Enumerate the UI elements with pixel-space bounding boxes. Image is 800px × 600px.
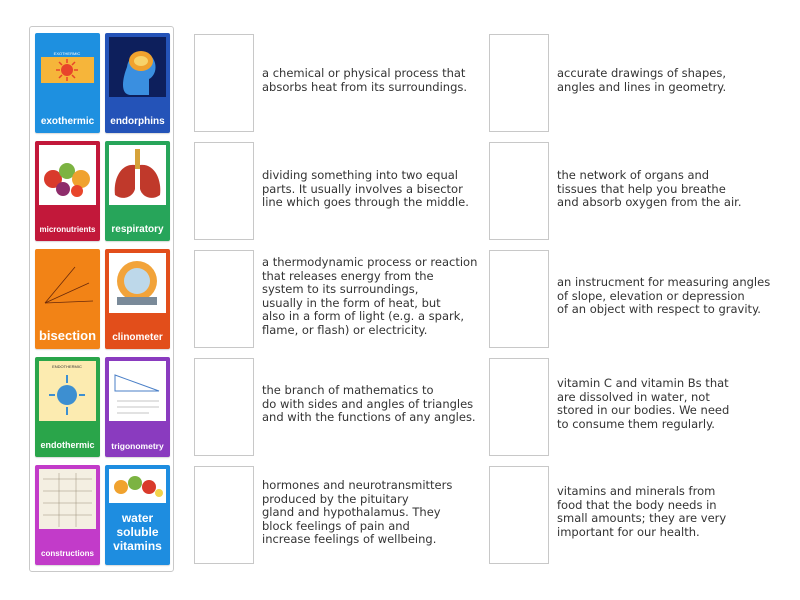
definition-text: vitamins and minerals from food that the body needs in small amounts; they are very important for our health. [557, 484, 727, 539]
drop-slot[interactable] [194, 142, 254, 240]
vitamin-foods-image [109, 469, 166, 503]
endothermic-diagram-image [39, 361, 96, 421]
card-endothermic[interactable] [35, 357, 100, 457]
drop-slot[interactable] [489, 466, 549, 564]
card-label: clinometer [112, 332, 163, 343]
card-label: bisection [38, 327, 97, 343]
drop-slot[interactable] [194, 358, 254, 456]
card-clinometer[interactable] [105, 249, 170, 349]
definition-text: vitamin C and vitamin Bs that are dissolved in water, not stored in our bodies. We need to consume them regularly. [557, 376, 730, 431]
definition-text: a chemical or physical process that absorbs heat from its surroundings. [262, 66, 468, 94]
clinometer-device-image [109, 253, 166, 313]
card-label: trigonometry [111, 440, 164, 451]
card-label: respiratory [111, 224, 164, 235]
card-water-soluble-vitamins[interactable] [105, 465, 170, 565]
card-respiratory[interactable] [105, 141, 170, 241]
svg-text:ENDOTHERMIC: ENDOTHERMIC [52, 364, 82, 369]
card-micronutrients[interactable] [35, 141, 100, 241]
card-label: endorphins [110, 116, 165, 127]
trig-triangle-image [109, 361, 166, 421]
definition-text: the branch of mathematics to do with sides and angles of triangles and with the functions of any angles. [262, 383, 476, 424]
card-bisection[interactable] [35, 249, 100, 349]
definition-text: accurate drawings of shapes, angles and lines in geometry. [557, 66, 727, 94]
lungs-image [109, 145, 166, 205]
drop-slot[interactable] [194, 34, 254, 132]
exothermic-diagram-image [39, 37, 96, 97]
card-label: exothermic [40, 116, 95, 127]
definition-text: dividing something into two equal parts. It usually involves a bisector line which goes through the middle. [262, 168, 469, 209]
definition-text: a thermodynamic process or reaction that releases energy from the system to its surroundings, usually in the form of heat, but also in a form of light (e.g. a spark, flame, or flash) or electricity. [262, 255, 478, 337]
drop-slot[interactable] [489, 142, 549, 240]
definition-text: hormones and neurotransmitters produced by the pituitary gland and hypothalamus. They block feelings of pain and increase feelings of wellbeing. [262, 478, 453, 546]
card-label: micronutrients [39, 225, 96, 235]
card-label: water soluble vitamins [113, 511, 162, 553]
brain-head-image [109, 37, 166, 97]
drop-slot[interactable] [489, 250, 549, 348]
drop-slot[interactable] [194, 250, 254, 348]
drop-slot[interactable] [489, 358, 549, 456]
card-constructions[interactable] [35, 465, 100, 565]
definition-text: an instrucment for measuring angles of slope, elevation or depression of an object with respect to gravity. [557, 275, 771, 316]
card-label: constructions [41, 549, 94, 559]
definition-text: the network of organs and tissues that help you breathe and absorb oxygen from the air. [557, 168, 742, 209]
card-exothermic[interactable] [35, 33, 100, 133]
angle-bisector-image [39, 253, 96, 313]
card-endorphins[interactable] [105, 33, 170, 133]
card-trigonometry[interactable] [105, 357, 170, 457]
card-label: endothermic [40, 440, 95, 451]
drop-slot[interactable] [489, 34, 549, 132]
drop-slot[interactable] [194, 466, 254, 564]
svg-text:EXOTHERMIC: EXOTHERMIC [53, 51, 81, 56]
fruits-vegetables-image [39, 145, 96, 205]
constructions-worksheet-image [39, 469, 96, 529]
